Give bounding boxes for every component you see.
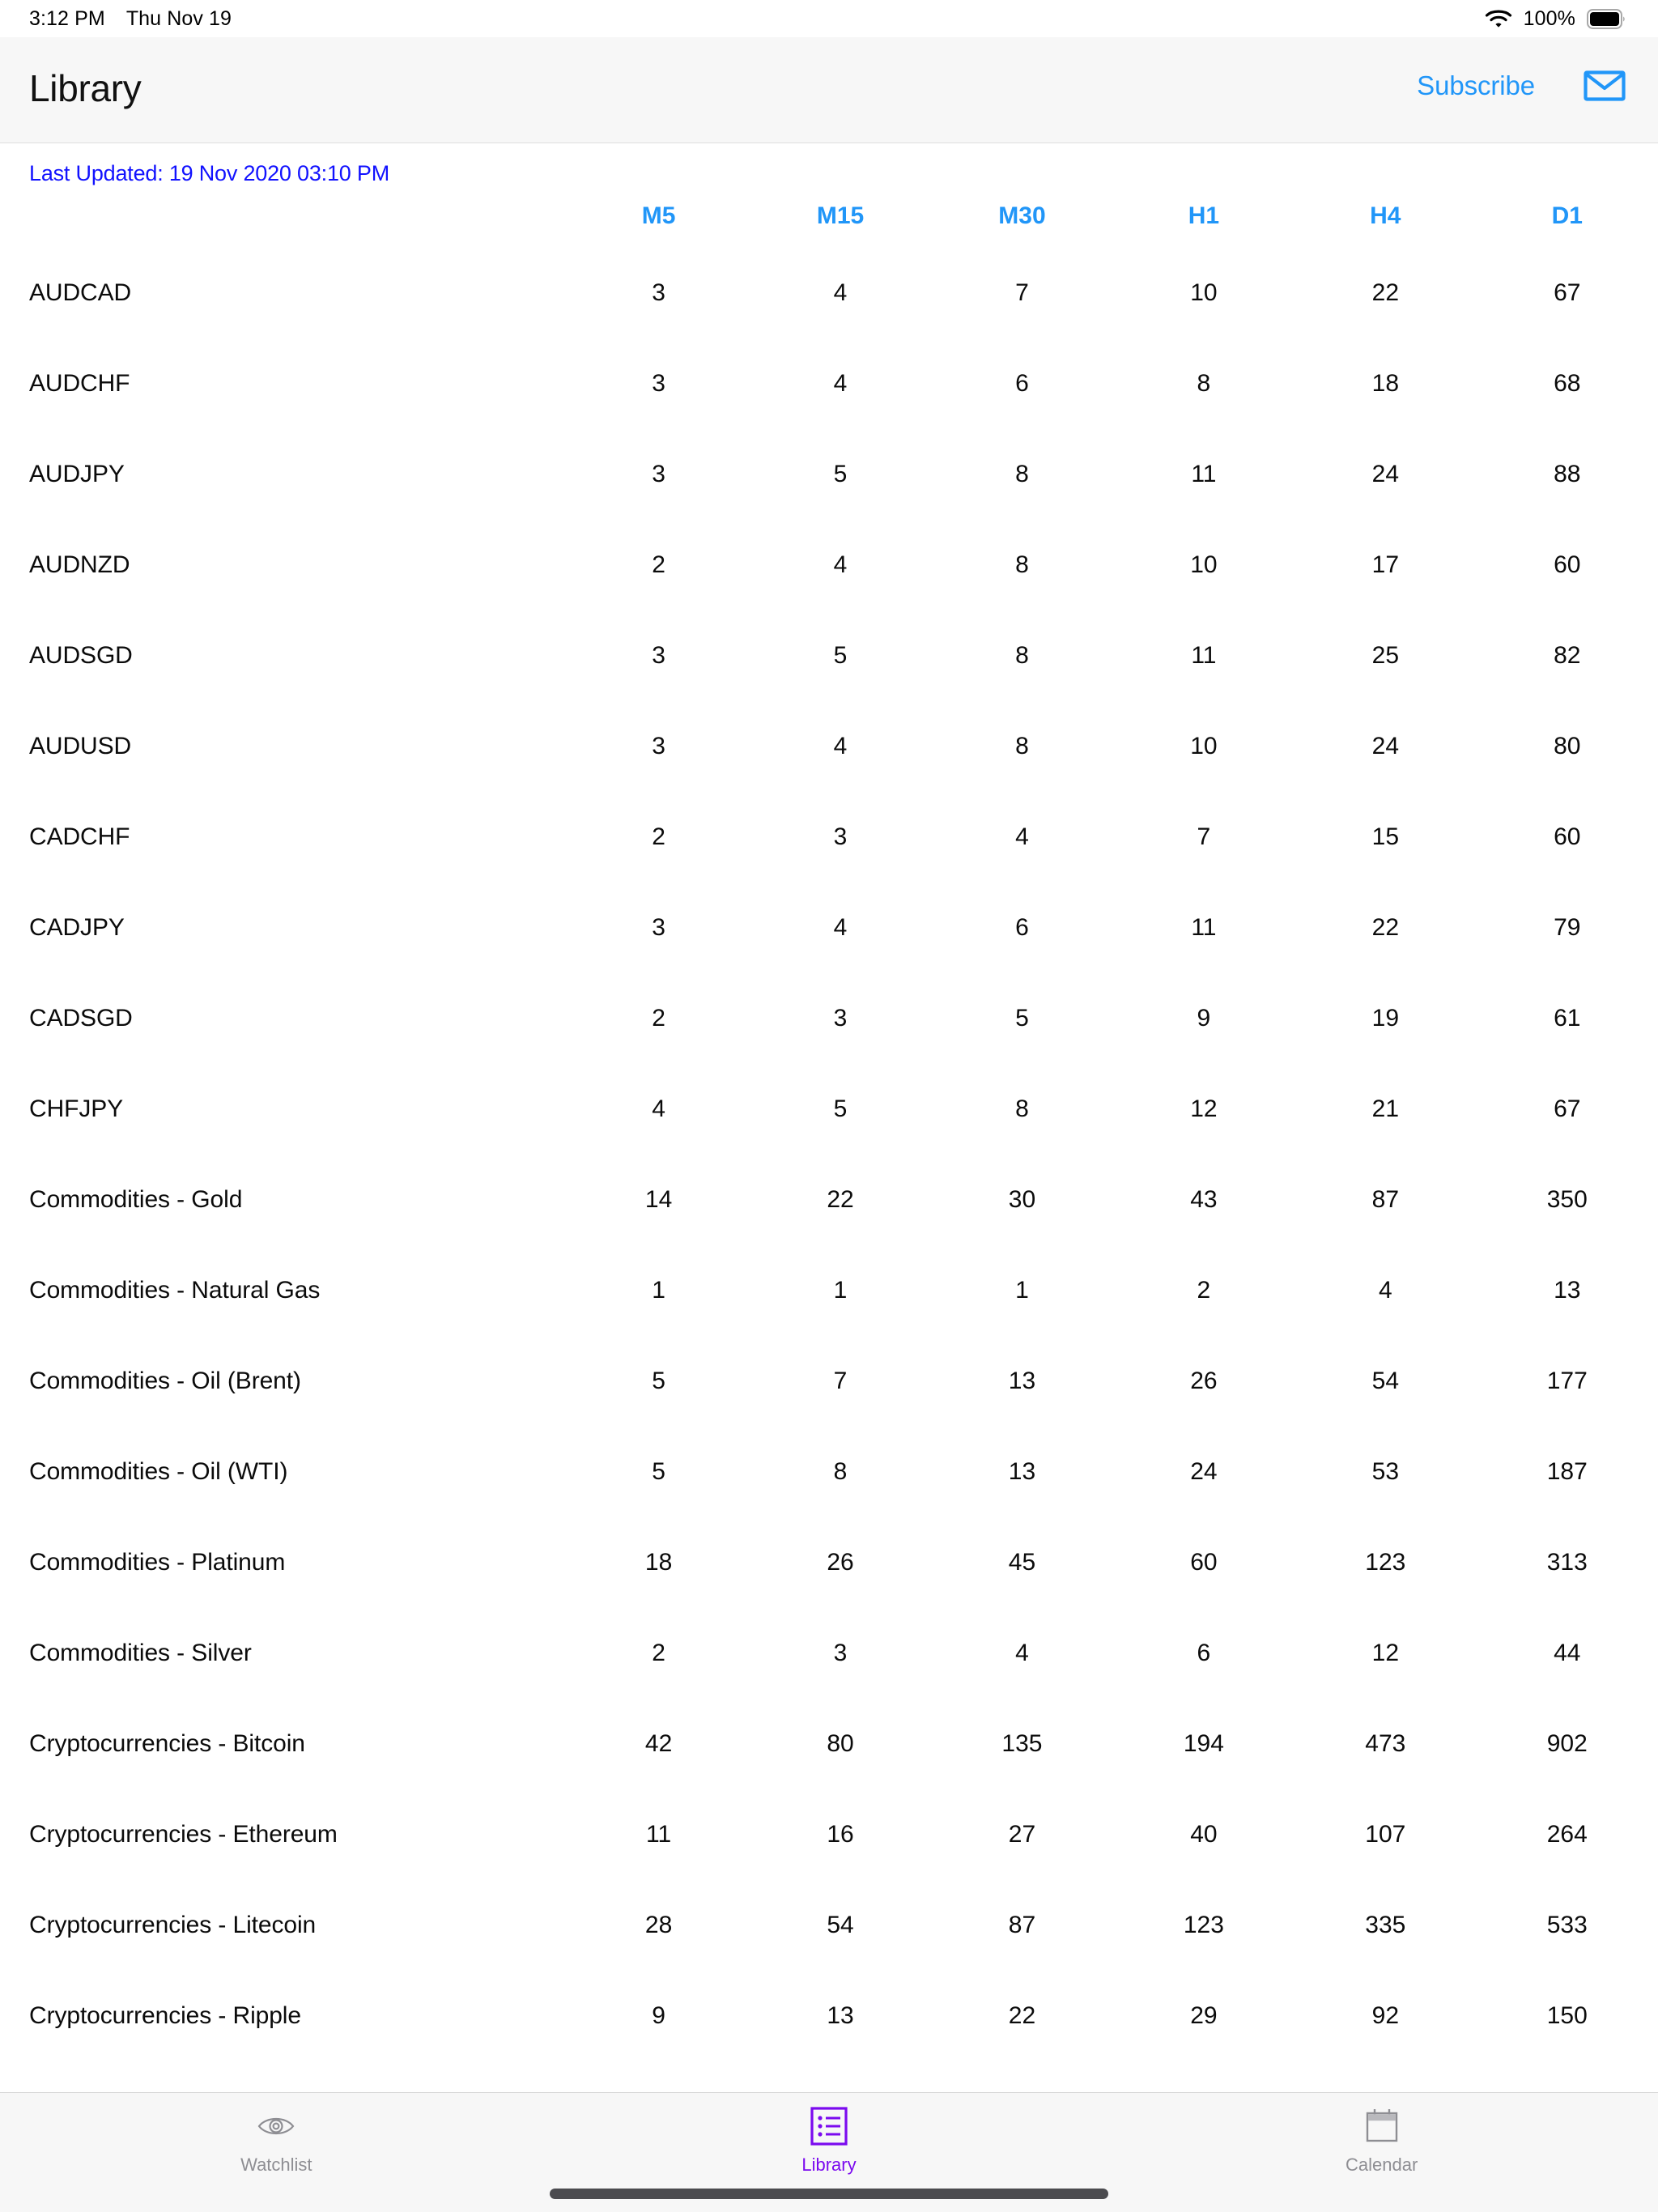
value-h4: 12 bbox=[1371, 1640, 1400, 1666]
value-m15: 5 bbox=[833, 461, 848, 487]
value-m5: 2 bbox=[652, 1005, 665, 1032]
instrument-volatility-table bbox=[0, 191, 1658, 2061]
value-h4: 15 bbox=[1371, 823, 1400, 850]
value-h1: 60 bbox=[1190, 1549, 1218, 1576]
value-d1: 88 bbox=[1554, 461, 1581, 487]
tab-watchlist-label: Watchlist bbox=[240, 2155, 312, 2175]
value-m30: 45 bbox=[1008, 1549, 1036, 1576]
value-m15: 5 bbox=[833, 1095, 848, 1122]
value-m30: 5 bbox=[1015, 1005, 1029, 1032]
value-m5: 3 bbox=[652, 461, 665, 487]
table-row[interactable] bbox=[0, 1336, 1658, 1427]
value-d1: 177 bbox=[1546, 1368, 1588, 1394]
value-m15: 3 bbox=[833, 1005, 848, 1032]
tab-library[interactable] bbox=[553, 2093, 1106, 2176]
value-d1: 60 bbox=[1554, 823, 1581, 850]
value-m5: 14 bbox=[644, 1186, 673, 1213]
instrument-name: AUDCHF bbox=[29, 370, 130, 397]
value-d1: 80 bbox=[1554, 733, 1581, 759]
tab-calendar[interactable] bbox=[1105, 2093, 1658, 2176]
value-m5: 4 bbox=[652, 1095, 665, 1122]
battery-percent-label: 100% bbox=[1523, 6, 1575, 30]
value-m5: 3 bbox=[652, 279, 665, 306]
value-m5: 2 bbox=[652, 551, 665, 578]
value-d1: 44 bbox=[1554, 1640, 1581, 1666]
value-m30: 8 bbox=[1015, 1095, 1029, 1122]
value-m5: 42 bbox=[644, 1730, 673, 1757]
value-d1: 350 bbox=[1546, 1186, 1588, 1213]
value-h1: 10 bbox=[1190, 279, 1218, 306]
value-h1: 12 bbox=[1190, 1095, 1218, 1122]
instrument-name: Commodities - Oil (Brent) bbox=[29, 1368, 301, 1394]
column-header-h4[interactable]: H4 bbox=[1370, 202, 1401, 229]
value-h1: 10 bbox=[1190, 551, 1218, 578]
value-h4: 24 bbox=[1371, 733, 1400, 759]
instrument-name: AUDCAD bbox=[29, 279, 132, 306]
value-m15: 3 bbox=[833, 1640, 848, 1666]
table-row[interactable] bbox=[0, 1789, 1658, 1880]
table-body bbox=[0, 248, 1658, 2061]
value-h4: 123 bbox=[1365, 1549, 1406, 1576]
value-h4: 21 bbox=[1371, 1095, 1400, 1122]
value-d1: 60 bbox=[1554, 551, 1581, 578]
value-h1: 7 bbox=[1197, 823, 1211, 850]
value-h1: 11 bbox=[1191, 642, 1217, 669]
value-m5: 3 bbox=[652, 733, 665, 759]
value-h4: 19 bbox=[1371, 1005, 1400, 1032]
column-header-m30[interactable]: M30 bbox=[998, 202, 1046, 229]
value-m5: 28 bbox=[644, 1912, 673, 1938]
value-m15: 22 bbox=[827, 1186, 854, 1213]
value-h4: 92 bbox=[1371, 2002, 1400, 2029]
value-h1: 194 bbox=[1183, 1730, 1224, 1757]
value-m15: 3 bbox=[833, 823, 848, 850]
value-m30: 30 bbox=[1008, 1186, 1036, 1213]
value-m15: 26 bbox=[827, 1549, 854, 1576]
table-row[interactable] bbox=[0, 1608, 1658, 1699]
table-row[interactable] bbox=[0, 1971, 1658, 2061]
table-row[interactable] bbox=[0, 883, 1658, 973]
value-m5: 11 bbox=[646, 1821, 672, 1848]
instrument-name: AUDSGD bbox=[29, 642, 133, 669]
value-d1: 61 bbox=[1554, 1005, 1581, 1032]
instrument-name: AUDJPY bbox=[29, 461, 125, 487]
value-m15: 54 bbox=[827, 1912, 854, 1938]
value-m30: 135 bbox=[1001, 1730, 1043, 1757]
value-h4: 22 bbox=[1371, 914, 1400, 941]
table-header bbox=[0, 191, 1658, 248]
status-bar-right bbox=[1485, 7, 1626, 31]
table-row[interactable] bbox=[0, 1427, 1658, 1517]
subscribe-button[interactable]: Subscribe bbox=[1417, 70, 1535, 100]
value-m15: 4 bbox=[833, 551, 848, 578]
wifi-icon bbox=[1485, 8, 1512, 29]
value-m15: 16 bbox=[827, 1821, 854, 1848]
value-h4: 4 bbox=[1378, 1277, 1392, 1304]
content-area bbox=[0, 143, 1658, 2092]
instrument-name: Commodities - Platinum bbox=[29, 1549, 286, 1576]
value-h1: 26 bbox=[1190, 1368, 1218, 1394]
table-row[interactable] bbox=[0, 973, 1658, 1064]
table-row[interactable] bbox=[0, 1245, 1658, 1336]
value-m5: 2 bbox=[652, 1640, 665, 1666]
table-row[interactable] bbox=[0, 1880, 1658, 1971]
value-m30: 8 bbox=[1015, 642, 1029, 669]
column-header-m5[interactable]: M5 bbox=[641, 202, 676, 229]
value-h1: 10 bbox=[1190, 733, 1218, 759]
value-m5: 2 bbox=[652, 823, 665, 850]
value-m5: 5 bbox=[652, 1458, 665, 1485]
table-row[interactable] bbox=[0, 701, 1658, 792]
value-m30: 22 bbox=[1008, 2002, 1036, 2029]
value-h1: 11 bbox=[1191, 461, 1217, 487]
value-m30: 8 bbox=[1015, 733, 1029, 759]
table-row[interactable] bbox=[0, 248, 1658, 338]
value-h4: 53 bbox=[1371, 1458, 1400, 1485]
value-m15: 80 bbox=[827, 1730, 854, 1757]
value-m5: 9 bbox=[652, 2002, 665, 2029]
value-d1: 187 bbox=[1546, 1458, 1588, 1485]
value-m15: 5 bbox=[833, 642, 848, 669]
column-header-m15[interactable]: M15 bbox=[816, 202, 865, 229]
table-row[interactable] bbox=[0, 792, 1658, 883]
value-d1: 902 bbox=[1546, 1730, 1588, 1757]
table-row[interactable] bbox=[0, 520, 1658, 610]
value-h4: 335 bbox=[1365, 1912, 1406, 1938]
value-d1: 264 bbox=[1546, 1821, 1588, 1848]
instrument-name: CADCHF bbox=[29, 823, 130, 850]
value-m15: 7 bbox=[833, 1368, 848, 1394]
value-m15: 4 bbox=[833, 914, 848, 941]
status-bar bbox=[0, 0, 1658, 37]
instrument-name: Commodities - Oil (WTI) bbox=[29, 1458, 288, 1485]
instrument-name: Commodities - Gold bbox=[29, 1186, 243, 1213]
value-h4: 25 bbox=[1371, 642, 1400, 669]
value-m30: 27 bbox=[1008, 1821, 1036, 1848]
status-bar-date: Thu Nov 19 bbox=[125, 6, 232, 30]
value-h4: 24 bbox=[1371, 461, 1400, 487]
instrument-name: CHFJPY bbox=[29, 1095, 124, 1122]
value-m30: 4 bbox=[1015, 1640, 1029, 1666]
page-title: Library bbox=[29, 67, 142, 109]
value-d1: 68 bbox=[1554, 370, 1581, 397]
value-m30: 13 bbox=[1008, 1368, 1036, 1394]
value-m15: 13 bbox=[827, 2002, 854, 2029]
value-h1: 8 bbox=[1197, 370, 1211, 397]
column-header-instrument bbox=[0, 191, 568, 248]
table-row[interactable] bbox=[0, 1517, 1658, 1608]
instrument-name: Cryptocurrencies - Ethereum bbox=[29, 1821, 338, 1848]
value-m30: 6 bbox=[1015, 370, 1029, 397]
table-row[interactable] bbox=[0, 610, 1658, 701]
value-m30: 13 bbox=[1008, 1458, 1036, 1485]
column-header-d1[interactable]: D1 bbox=[1551, 202, 1583, 229]
tab-library-label: Library bbox=[801, 2155, 857, 2175]
value-h1: 40 bbox=[1190, 1821, 1218, 1848]
value-h1: 9 bbox=[1197, 1005, 1211, 1032]
value-m5: 3 bbox=[652, 370, 665, 397]
value-m30: 6 bbox=[1015, 914, 1029, 941]
instrument-name: CADJPY bbox=[29, 914, 125, 941]
value-m30: 7 bbox=[1015, 279, 1029, 306]
calendar-icon bbox=[1363, 2106, 1401, 2146]
value-m30: 8 bbox=[1015, 461, 1029, 487]
value-m30: 1 bbox=[1015, 1277, 1029, 1304]
value-m15: 4 bbox=[833, 370, 848, 397]
instrument-name: Commodities - Silver bbox=[29, 1640, 252, 1666]
mail-envelope-icon[interactable] bbox=[1584, 70, 1626, 102]
value-h4: 18 bbox=[1371, 370, 1400, 397]
instrument-name: Commodities - Natural Gas bbox=[29, 1277, 321, 1304]
value-m15: 4 bbox=[833, 733, 848, 759]
list-icon bbox=[810, 2106, 848, 2146]
tab-bar bbox=[0, 2092, 1658, 2212]
instrument-name: AUDUSD bbox=[29, 733, 132, 759]
value-m15: 8 bbox=[833, 1458, 848, 1485]
instrument-name: Cryptocurrencies - Litecoin bbox=[29, 1912, 317, 1938]
value-m5: 18 bbox=[644, 1549, 673, 1576]
tab-watchlist[interactable] bbox=[0, 2093, 553, 2176]
column-header-h1[interactable]: H1 bbox=[1188, 202, 1220, 229]
value-d1: 67 bbox=[1554, 1095, 1581, 1122]
battery-full-icon bbox=[1587, 9, 1626, 29]
value-h4: 87 bbox=[1371, 1186, 1400, 1213]
instrument-name: Cryptocurrencies - Ripple bbox=[29, 2002, 301, 2029]
value-d1: 13 bbox=[1554, 1277, 1581, 1304]
value-d1: 313 bbox=[1546, 1549, 1588, 1576]
table-row[interactable] bbox=[0, 1064, 1658, 1155]
value-d1: 67 bbox=[1554, 279, 1581, 306]
status-bar-left bbox=[29, 7, 232, 31]
table-row[interactable] bbox=[0, 1155, 1658, 1245]
eye-icon bbox=[257, 2106, 295, 2146]
value-m15: 4 bbox=[833, 279, 848, 306]
value-m5: 5 bbox=[652, 1368, 665, 1394]
status-bar-time: 3:12 PM bbox=[29, 6, 105, 30]
navigation-bar bbox=[0, 37, 1658, 143]
value-d1: 150 bbox=[1546, 2002, 1588, 2029]
value-h1: 6 bbox=[1197, 1640, 1211, 1666]
value-d1: 82 bbox=[1554, 642, 1581, 669]
table-row[interactable] bbox=[0, 1699, 1658, 1789]
value-h1: 2 bbox=[1197, 1277, 1211, 1304]
value-h1: 123 bbox=[1183, 1912, 1224, 1938]
value-m5: 3 bbox=[652, 914, 665, 941]
table-header-row bbox=[0, 191, 1658, 248]
tab-calendar-label: Calendar bbox=[1346, 2155, 1418, 2175]
instrument-name: CADSGD bbox=[29, 1005, 133, 1032]
value-h1: 43 bbox=[1190, 1186, 1218, 1213]
instrument-name: AUDNZD bbox=[29, 551, 130, 578]
value-h4: 473 bbox=[1365, 1730, 1406, 1757]
value-h1: 11 bbox=[1191, 914, 1217, 941]
value-m30: 4 bbox=[1015, 823, 1029, 850]
value-m15: 1 bbox=[833, 1277, 848, 1304]
instrument-name: Cryptocurrencies - Bitcoin bbox=[29, 1730, 305, 1757]
value-d1: 533 bbox=[1546, 1912, 1588, 1938]
nav-actions bbox=[1417, 70, 1626, 110]
value-h1: 24 bbox=[1190, 1458, 1218, 1485]
value-m5: 1 bbox=[652, 1277, 665, 1304]
value-h1: 29 bbox=[1190, 2002, 1218, 2029]
last-updated-label: Last Updated: 19 Nov 2020 03:10 PM bbox=[29, 161, 390, 185]
home-indicator[interactable] bbox=[550, 2189, 1108, 2199]
value-m30: 8 bbox=[1015, 551, 1029, 578]
value-m5: 3 bbox=[652, 642, 665, 669]
value-h4: 22 bbox=[1371, 279, 1400, 306]
table-row[interactable] bbox=[0, 338, 1658, 429]
table-row[interactable] bbox=[0, 429, 1658, 520]
value-h4: 17 bbox=[1371, 551, 1400, 578]
value-d1: 79 bbox=[1554, 914, 1581, 941]
value-h4: 107 bbox=[1365, 1821, 1406, 1848]
value-h4: 54 bbox=[1371, 1368, 1400, 1394]
value-m30: 87 bbox=[1008, 1912, 1036, 1938]
